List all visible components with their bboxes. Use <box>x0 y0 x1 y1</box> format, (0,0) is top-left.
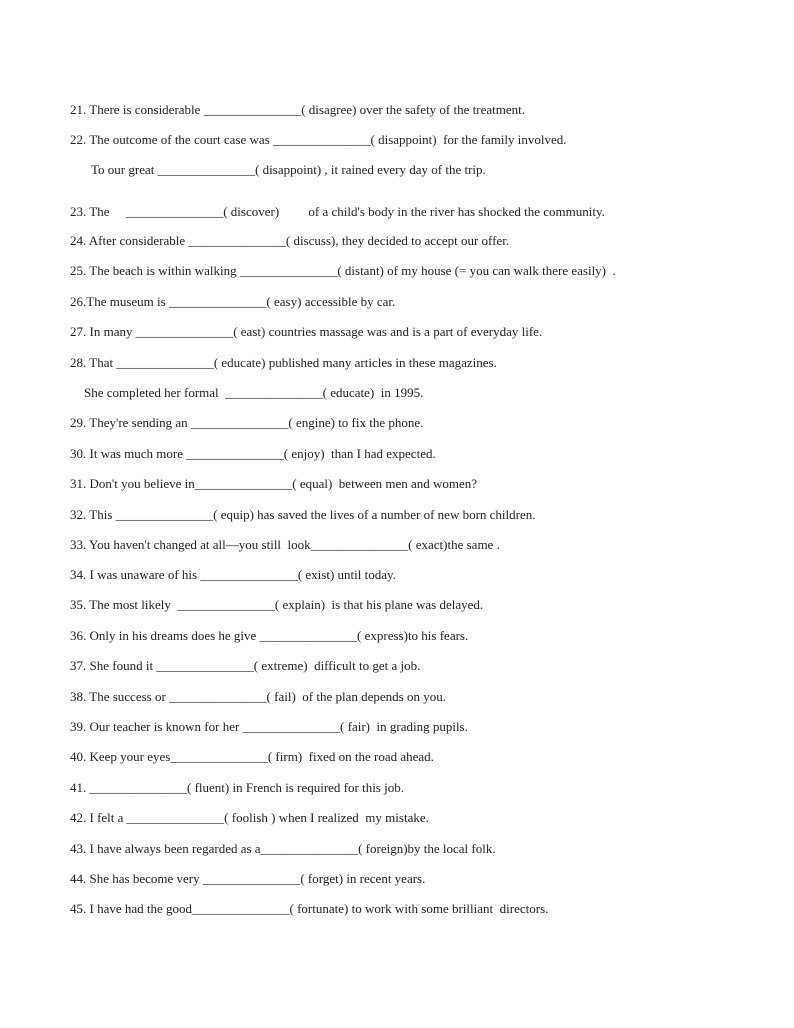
exercise-line-35: 35. The most likely _______________( explain) is that his plane was delayed. <box>70 597 484 612</box>
exercise-line-23: 23. The _______________( discover) of a child's body in the river has shocked the community. <box>70 204 605 219</box>
exercise-line-24: 24. After considerable _______________( discuss), they decided to accept our offer. <box>70 233 510 248</box>
exercise-line-38: 38. The success or _______________( fail) of the plan depends on you. <box>70 689 446 704</box>
exercise-line-36: 36. Only in his dreams does he give _______________( express)to his fears. <box>70 628 469 643</box>
exercise-line-42: 42. I felt a _______________( foolish ) when I realized my mistake. <box>70 810 429 825</box>
exercise-line-28b: She completed her formal _______________( educate) in 1995. <box>84 385 424 400</box>
exercise-line-27: 27. In many _______________( east) countries massage was and is a part of everyday life. <box>70 324 543 339</box>
exercise-line-44: 44. She has become very _______________( forget) in recent years. <box>70 871 426 886</box>
exercise-line-31: 31. Don't you believe in_______________( equal) between men and women? <box>70 476 478 491</box>
exercise-line-43: 43. I have always been regarded as a_______________( foreign)by the local folk. <box>70 841 496 856</box>
exercise-line-30: 30. It was much more _______________( enjoy) than I had expected. <box>70 446 436 461</box>
exercise-line-26: 26.The museum is _______________( easy) accessible by car. <box>70 294 396 309</box>
exercise-line-32: 32. This _______________( equip) has saved the lives of a number of new born children. <box>70 507 536 522</box>
exercise-line-41: 41. _______________( fluent) in French is required for this job. <box>70 780 404 795</box>
exercise-line-25: 25. The beach is within walking _______________( distant) of my house (= you can walk there easily) . <box>70 263 616 278</box>
exercise-line-39: 39. Our teacher is known for her _______________( fair) in grading pupils. <box>70 719 468 734</box>
exercise-line-28a: 28. That _______________( educate) published many articles in these magazines. <box>70 355 497 370</box>
exercise-line-22b: To our great _______________( disappoint) , it rained every day of the trip. <box>91 162 486 177</box>
exercise-line-37: 37. She found it _______________( extreme) difficult to get a job. <box>70 658 421 673</box>
exercise-line-45: 45. I have had the good_______________( fortunate) to work with some brilliant directors. <box>70 901 549 916</box>
exercise-line-34: 34. I was unaware of his _______________( exist) until today. <box>70 567 396 582</box>
exercise-line-21: 21. There is considerable _______________( disagree) over the safety of the treatment. <box>70 102 525 117</box>
exercise-line-29: 29. They're sending an _______________( engine) to fix the phone. <box>70 415 424 430</box>
exercise-line-40: 40. Keep your eyes_______________( firm) fixed on the road ahead. <box>70 749 434 764</box>
exercise-line-33: 33. You haven't changed at all—you still look_______________( exact)the same . <box>70 537 500 552</box>
exercise-line-22a: 22. The outcome of the court case was _______________( disappoint) for the family involved. <box>70 132 567 147</box>
